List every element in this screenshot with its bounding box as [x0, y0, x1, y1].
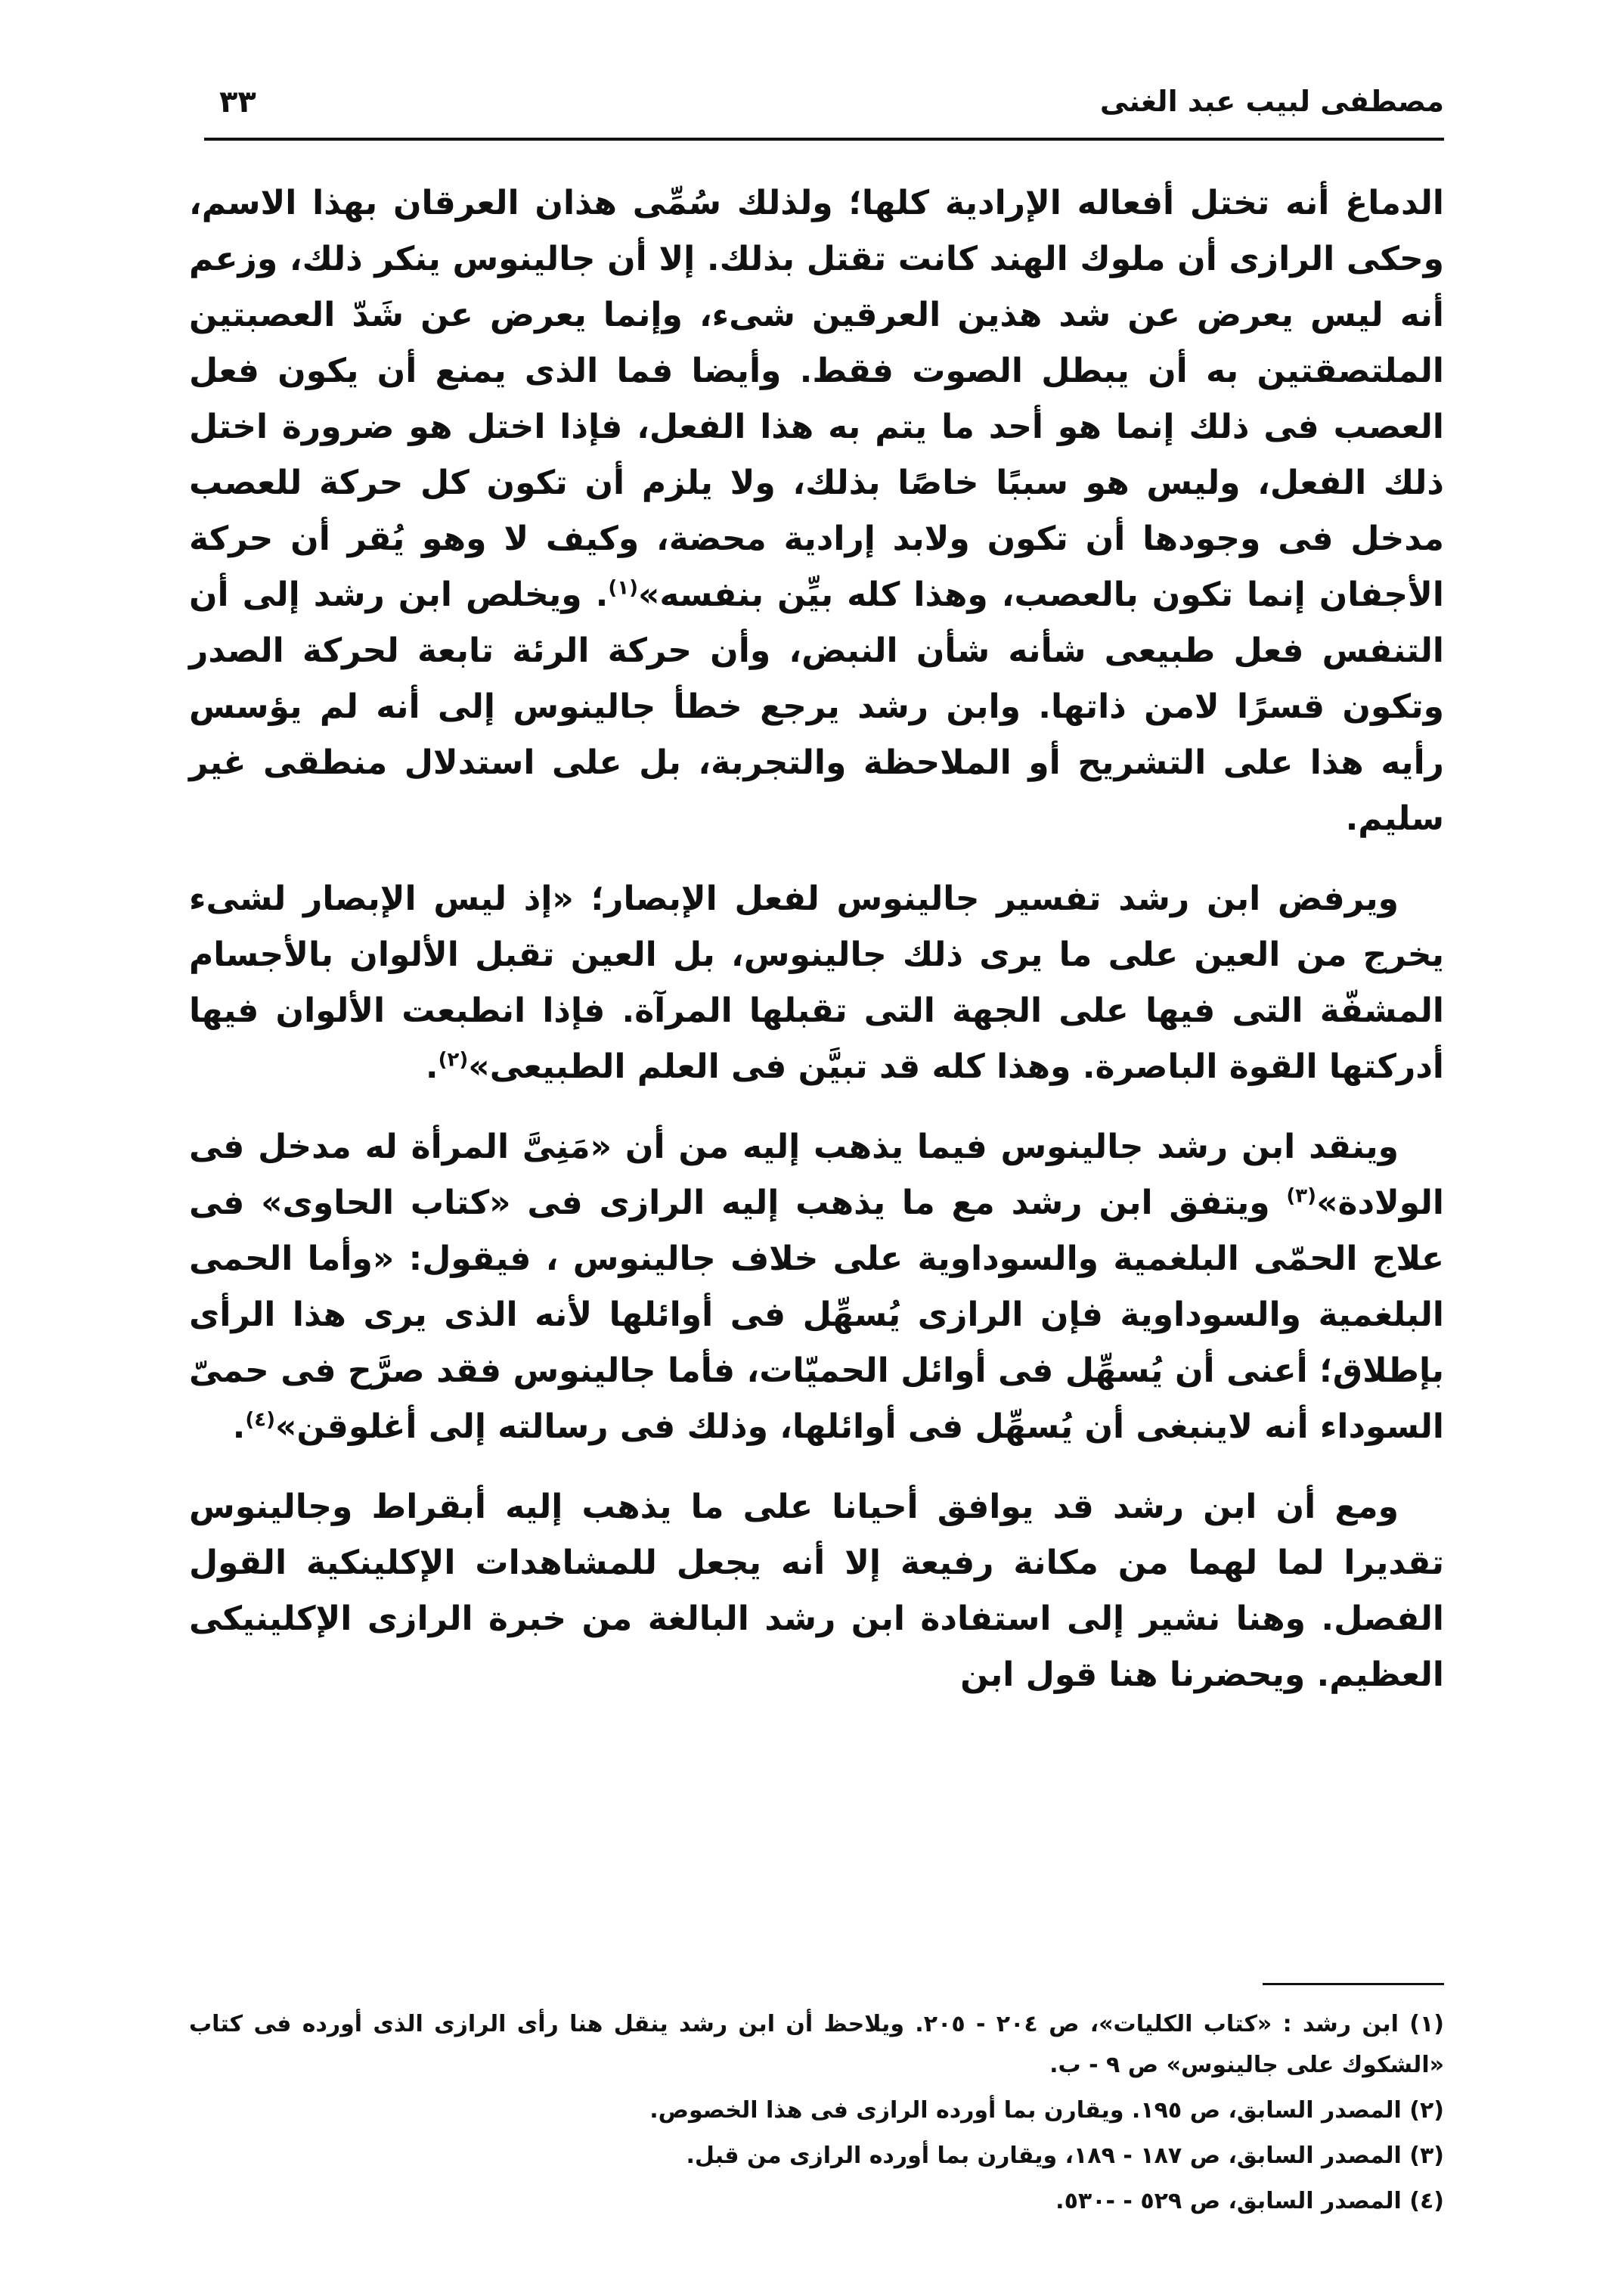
header-author: مصطفى لبيب عبد الغنى: [1099, 85, 1444, 118]
footnote-ref-2: (٢): [438, 1048, 469, 1072]
paragraph-3-text-b: ويتفق ابن رشد مع ما يذهب إليه الرازى فى «كتاب الحاوى» فى علاج الحمّى البلغمية والسوداوية على خلاف جالينوس ، فيقول: «وأما الحمى البلغمية والسوداوية فإن الرازى يُسهِّل فى أوائلها لأنه الذى يرى هذا الرأى بإطلاق؛ أعنى أن يُسهِّل فى أوائل الحميّات، فأما جالينوس فقد صرَّح فى حمىّ السوداء أنه لاينبغى أن يُسهِّل فى أوائلها، وذلك فى رسالته إلى أغلوقن»: [189, 1184, 1444, 1446]
paragraph-3-text-c: .: [232, 1407, 246, 1446]
footnote-4: (٤) المصدر السابق، ص ٥٢٩ - -٥٣٠.: [1055, 2188, 1444, 2214]
paragraph-2-text-a: ويرفض ابن رشد تفسير جالينوس لفعل الإبصار؛ «إذ ليس الإبصار لشىء يخرج من العين على ما يرى ذلك جالينوس، بل العين تقبل الألوان بالأجسام المشفّة التى فيها على الجهة التى تقبلها المرآة. فإذا انطبعت الألوان فيها أدركتها القوة الباصرة. وهذا كله قد تبيَّن فى العلم الطبيعى»: [189, 880, 1444, 1086]
footnote-rule: [1263, 1983, 1444, 1985]
paragraph-2-text-b: .: [425, 1047, 439, 1086]
footnote-ref-1: (١): [608, 576, 638, 600]
body-text: [189, 175, 1444, 1727]
footnote-2: (٢) المصدر السابق، ص ١٩٥. ويقارن بما أورده الرازى فى هذا الخصوص.: [649, 2097, 1444, 2124]
paragraph-3-text-a: وينقد ابن رشد جالينوس فيما يذهب إليه من أن «مَنِىَّ المرأة له مدخل فى الولادة»: [189, 1128, 1444, 1222]
paragraph-1-text-b: . ويخلص ابن رشد إلى أن التنفس فعل طبيعى شأنه شأن النبض، وأن حركة الرئة تابعة لحركة الصدر وتكون قسرًا لامن ذاتها. وابن رشد يرجع خطأ جالينوس إلى أنه لم يؤسس رأيه هذا على التشريح أو الملاحظة والتجربة، بل على استدلال منطقى غير سليم.: [189, 576, 1444, 838]
footnotes: [189, 2004, 1444, 2226]
paragraph-1: [189, 175, 1444, 847]
paragraph-4-text: ومع أن ابن رشد قد يوافق أحيانا على ما يذهب إليه أبقراط وجالينوس تقديرا لما لهما من مكانة رفيعة إلا أنه يجعل للمشاهدات الإكلينكية القول الفصل. وهنا نشير إلى استفادة ابن رشد البالغة من خبرة الرازى الإكلينيكى العظيم. ويحضرنا هنا قول ابن: [189, 1488, 1444, 1694]
footnote-ref-3: (٣): [1286, 1184, 1317, 1208]
paragraph-1-text-a: الدماغ أنه تختل أفعاله الإرادية كلها؛ ولذلك سُمِّى هذان العرقان بهذا الاسم، وحكى الرازى أن ملوك الهند كانت تقتل بذلك. إلا أن جالينوس ينكر ذلك، وزعم أنه ليس يعرض عن شد هذين العرقين شىء، وإنما يعرض عن شَدّ العصبتين الملتصقتين به أن يبطل الصوت فقط. وأيضا فما الذى يمنع أن يكون فعل العصب فى ذلك إنما هو أحد ما يتم به هذا الفعل، فإذا اختل هو ضرورة اختل ذلك الفعل، وليس هو سببًا خاصًا بذلك، ولا يلزم أن تكون كل حركة للعصب مدخل فى وجودها أن تكون ولابد إرادية محضة، وكيف لا وهو يُقر أن حركة الأجفان إنما تكون بالعصب، وهذا كله بيِّن بنفسه»: [189, 184, 1444, 614]
paragraph-4: [189, 1479, 1444, 1703]
paragraph-3: [189, 1119, 1444, 1455]
page-number: ٣٣: [219, 85, 256, 119]
footnote-1: (١) ابن رشد : «كتاب الكليات»، ص ٢٠٤ - ٢٠٥. ويلاحظ أن ابن رشد ينقل هنا رأى الرازى الذى أورده فى كتاب «الشكوك على جالينوس» ص ٩ - ب.: [189, 2011, 1445, 2078]
header-rule: [204, 138, 1444, 141]
paragraph-2: [189, 871, 1444, 1095]
footnote-ref-4: (٤): [245, 1408, 275, 1432]
running-header: [204, 70, 1444, 138]
footnote-3: (٣) المصدر السابق، ص ١٨٧ - ١٨٩، ويقارن بما أورده الرازى من قبل.: [686, 2143, 1444, 2169]
